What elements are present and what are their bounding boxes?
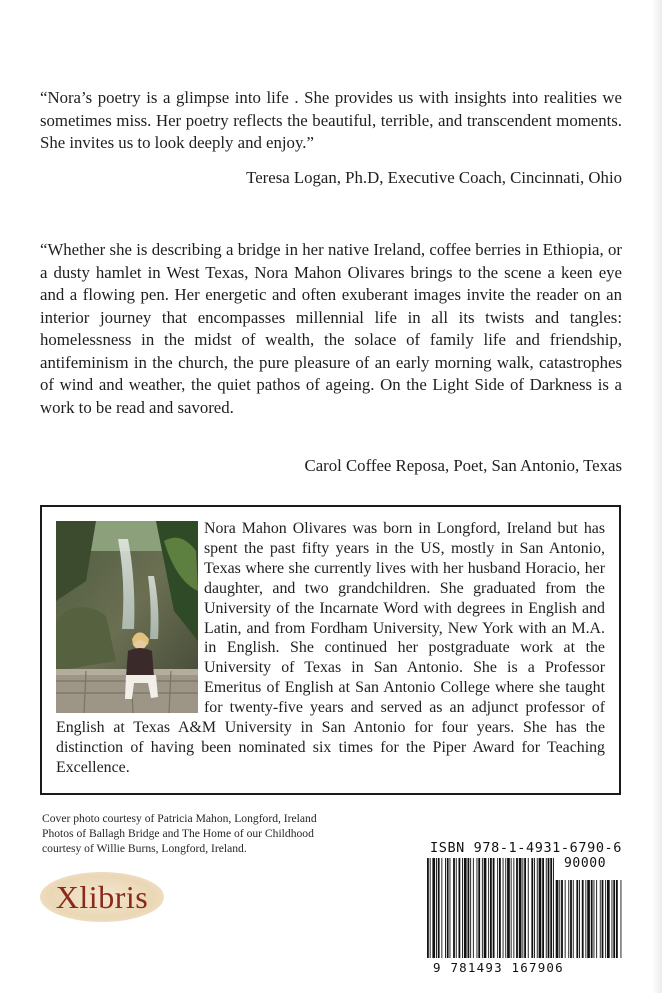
barcode-bar xyxy=(565,880,566,958)
author-bio-box xyxy=(40,505,621,795)
barcode-bar xyxy=(511,858,512,958)
barcode-bar xyxy=(497,858,498,958)
barcode-bar xyxy=(528,858,529,958)
barcode-bar xyxy=(513,858,514,958)
barcode-bar xyxy=(441,858,442,958)
barcode-bar xyxy=(542,858,544,958)
barcode-bar xyxy=(537,858,538,958)
barcode-bar xyxy=(490,858,492,958)
testimonial-quote-1: “Nora’s poetry is a glimpse into life . She provides us with insights into realities we sometimes miss. Her poetry reflects the beautiful, terrible, and transcendent moments. She invites us to look deeply and enjoy.” xyxy=(40,88,622,152)
barcode-bar xyxy=(553,858,554,958)
barcode-bar xyxy=(516,858,518,958)
barcode-bar xyxy=(522,858,523,958)
barcode-bar xyxy=(607,880,610,958)
barcode-bar xyxy=(488,858,489,958)
barcode-bar xyxy=(568,880,569,958)
barcode-bar xyxy=(602,880,604,958)
barcode-bar xyxy=(616,880,618,958)
barcode-bar xyxy=(605,880,606,958)
barcode-bar xyxy=(561,880,563,958)
photo-credits xyxy=(42,812,382,856)
barcode-bar xyxy=(550,858,552,958)
barcode-bar xyxy=(531,858,533,958)
barcode-bar xyxy=(539,858,542,958)
barcode-bar xyxy=(591,880,593,958)
barcode-bar xyxy=(579,880,580,958)
barcode-bar xyxy=(478,858,480,958)
barcode-price-code: 90000 xyxy=(564,856,607,871)
barcode-bar xyxy=(600,880,601,958)
barcode-bar xyxy=(459,858,461,958)
barcode-bar xyxy=(519,858,522,958)
barcode-bar xyxy=(456,858,457,958)
barcode-bar xyxy=(473,858,474,958)
barcode-bar xyxy=(453,858,455,958)
barcode-bars xyxy=(427,858,621,958)
credit-line-1: Cover photo courtesy of Patricia Mahon, Longford, Ireland xyxy=(42,812,317,825)
barcode-bar xyxy=(462,858,463,958)
barcode-bar xyxy=(438,858,440,958)
barcode-bar xyxy=(482,858,483,958)
barcode-bar xyxy=(493,858,495,958)
testimonial-attribution-1: Teresa Logan, Ph.D, Executive Coach, Cincinnati, Ohio xyxy=(246,168,622,187)
page-edge-shadow xyxy=(652,0,662,993)
barcode-bar xyxy=(613,880,615,958)
testimonial-attribution-2: Carol Coffee Reposa, Poet, San Antonio, Texas xyxy=(304,456,622,475)
barcode-bar xyxy=(594,880,595,958)
publisher-logo xyxy=(40,872,164,922)
barcode-bar xyxy=(505,858,506,958)
barcode-bar xyxy=(548,858,550,958)
barcode-bar xyxy=(432,858,435,958)
barcode-bar xyxy=(464,858,467,958)
barcode-bar xyxy=(524,858,526,958)
barcode-bar xyxy=(596,880,597,958)
barcode-bar xyxy=(507,858,510,958)
barcode-bar xyxy=(499,858,501,958)
isbn-label: ISBN 978-1-4931-6790-6 xyxy=(430,840,623,856)
barcode-bar xyxy=(546,858,547,958)
barcode-bar xyxy=(556,880,559,958)
barcode-number: 9 781493 167906 xyxy=(430,960,567,975)
credit-line-2: Photos of Ballagh Bridge and The Home of our Childhood xyxy=(42,826,314,840)
barcode-bar xyxy=(621,880,622,958)
barcode-bar xyxy=(470,858,471,958)
barcode-bar xyxy=(612,880,613,958)
barcode-bar xyxy=(468,858,470,958)
barcode-bar xyxy=(450,858,451,958)
publisher-name: Xlibris xyxy=(55,879,149,915)
barcode-bar xyxy=(477,858,478,958)
barcode-bar xyxy=(484,858,487,958)
barcode-bar xyxy=(445,858,446,958)
author-bio-content: Nora Mahon Olivares was born in Longford, Ireland but has spent the past fifty years in the US, mostly in San Antonio, Texas where she currently lives with her husband Horacio, her daughter, and two grandchildren. She graduated from the University of the Incarnate Word with degrees in English and Latin, and from Fordham University, New York with an M.A. in English. She continued her postgraduate work at the University of Texas in San Antonio. She is a Professor Emeritus of English at San Antonio College where she taught for twenty-five years and served as an adjunct professor of English at Texas A&M University in San Antonio for four years. She has the distinction of having been nominated six times for the Piper Award for Teaching Excellence. xyxy=(56,520,605,776)
barcode-bar xyxy=(582,880,584,958)
author-photo xyxy=(56,521,198,713)
barcode-bar xyxy=(430,858,431,958)
barcode-bar xyxy=(447,858,449,958)
barcode-bar xyxy=(436,858,437,958)
credit-line-3: courtesy of Willie Burns, Longford, Ireland. xyxy=(42,841,247,855)
barcode-bar xyxy=(534,858,535,958)
barcode-bar xyxy=(585,880,586,958)
testimonial-quote-2: “Whether she is describing a bridge in her native Ireland, coffee berries in Ethiopia, or a dusty hamlet in West Texas, Nora Mahon Olivares brings to the scene a keen eye and a flowing pen. Her energetic and often exuberant images invite the reader on an interior journey that encompasses millennial life in all its twists and tangles: homelessness in the midst of wealth, the solace of family life and friendship, antifeminism in the church, the pure pleasure of an early morning walk, catastrophes of wind and weather, the quiet pathos of ageing. On the Light Side of Darkness is a work to be read and savored. xyxy=(40,240,622,417)
barcode-bar xyxy=(570,880,572,958)
barcode-bar xyxy=(573,880,574,958)
barcode-bar xyxy=(587,880,590,958)
barcode-bar xyxy=(576,880,578,958)
barcode-bar xyxy=(503,858,504,958)
barcode-bar xyxy=(559,880,560,958)
barcode-bar xyxy=(427,858,429,958)
